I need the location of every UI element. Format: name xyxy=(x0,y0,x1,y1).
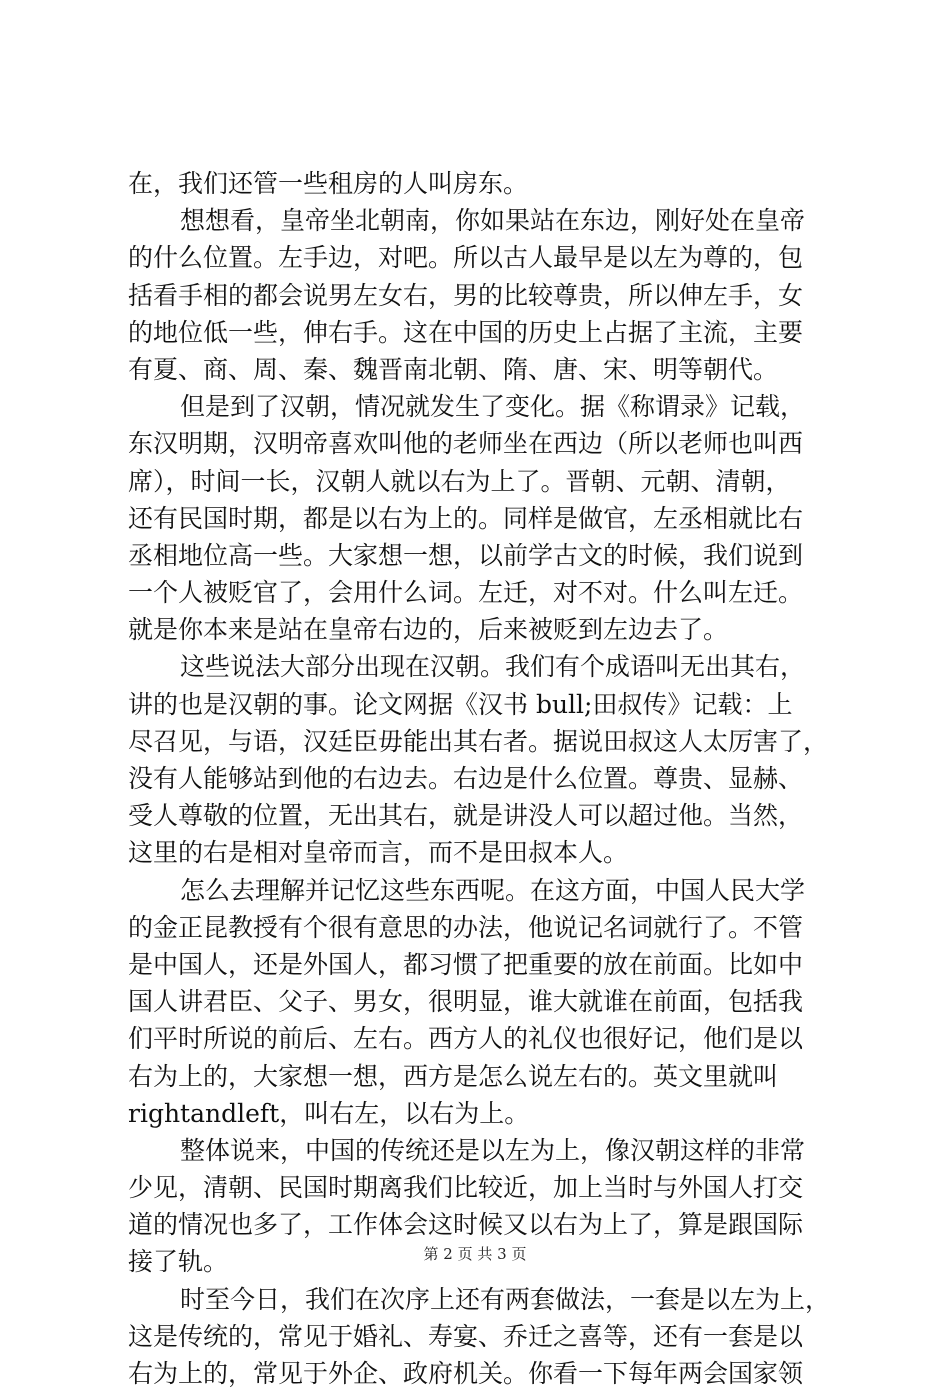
paragraph-first-line: 想想看，皇帝坐北朝南，你如果站在东边，刚好处在皇帝 xyxy=(180,206,806,236)
text-line: 括看手相的都会说男左女右，男的比较尊贵，所以伸左手，女 xyxy=(128,280,804,310)
text-line: 的什么位置。左手边，对吧。所以古人最早是以左为尊的，包 xyxy=(128,243,804,273)
body-text xyxy=(128,165,831,1392)
text-line: 的地位低一些，伸右手。这在中国的历史上占据了主流，主要 xyxy=(128,317,804,347)
text-line: 右为上的，常见于外企、政府机关。你看一下每年两会国家领 xyxy=(128,1359,804,1388)
text-line: 一个人被贬官了，会用什么词。左迁，对不对。什么叫左迁。 xyxy=(128,578,804,608)
text-line: 们平时所说的前后、左右。西方人的礼仪也很好记，他们是以 xyxy=(128,1024,804,1054)
paragraph-first-line: 时至今日，我们在次序上还有两套做法，一套是以左为上， xyxy=(180,1284,831,1314)
paragraph-first-line: 怎么去理解并记忆这些东西呢。在这方面，中国人民大学 xyxy=(180,875,806,905)
page-footer: 第 2 页 共 3 页 xyxy=(423,1245,527,1263)
text-line: 在，我们还管一些租房的人叫房东。 xyxy=(128,169,529,198)
text-line: 东汉明期，汉明帝喜欢叫他的老师坐在西边（所以老师也叫西 xyxy=(128,429,804,459)
paragraph-first-line: 这些说法大部分出现在汉朝。我们有个成语叫无出其右， xyxy=(180,652,806,682)
text-line: 这是传统的，常见于婚礼、寿宴、乔迁之喜等，还有一套是以 xyxy=(128,1321,804,1351)
text-line: 受人尊敬的位置，无出其右，就是讲没人可以超过他。当然， xyxy=(128,801,804,831)
text-line: 就是你本来是站在皇帝右边的，后来被贬到左边去了。 xyxy=(128,615,729,645)
text-line: 丞相地位高一些。大家想一想，以前学古文的时候，我们说到 xyxy=(128,540,804,570)
paragraph-first-line: 整体说来，中国的传统还是以左为上，像汉朝这样的非常 xyxy=(180,1135,806,1165)
text-line: 的金正昆教授有个很有意思的办法，他说记名词就行了。不管 xyxy=(128,912,804,942)
text-line: 少见，清朝、民国时期离我们比较近，加上当时与外国人打交 xyxy=(128,1173,804,1203)
text-line: 席），时间一长，汉朝人就以右为上了。晋朝、元朝、清朝， xyxy=(128,466,791,496)
text-line: 这里的右是相对皇帝而言，而不是田叔本人。 xyxy=(128,838,629,868)
text-line: 是中国人，还是外国人，都习惯了把重要的放在前面。比如中 xyxy=(128,949,804,979)
text-line: 没有人能够站到他的右边去。右边是什么位置。尊贵、显赫、 xyxy=(128,764,804,793)
text-line: rightandleft，叫右左，以右为上。 xyxy=(128,1098,530,1128)
paragraph-first-line: 但是到了汉朝，情况就发生了变化。据《称谓录》记载， xyxy=(180,392,806,422)
text-line: 国人讲君臣、父子、男女，很明显，谁大就谁在前面，包括我 xyxy=(128,987,804,1017)
text-line: 讲的也是汉朝的事。论文网据《汉书 bull;田叔传》记载：上 xyxy=(128,689,793,719)
text-line: 还有民国时期，都是以右为上的。同样是做官，左丞相就比右 xyxy=(128,503,804,533)
text-line: 有夏、商、周、秦、魏晋南北朝、隋、唐、宋、明等朝代。 xyxy=(128,354,779,384)
text-line: 道的情况也多了，工作体会这时候又以右为上了，算是跟国际 xyxy=(128,1210,804,1240)
text-line: 右为上的，大家想一想，西方是怎么说左右的。英文里就叫 xyxy=(128,1061,779,1091)
text-line: 接了轨。 xyxy=(128,1247,229,1277)
text-line: 尽召见，与语，汉廷臣毋能出其右者。据说田叔这人太厉害了， xyxy=(128,726,829,756)
